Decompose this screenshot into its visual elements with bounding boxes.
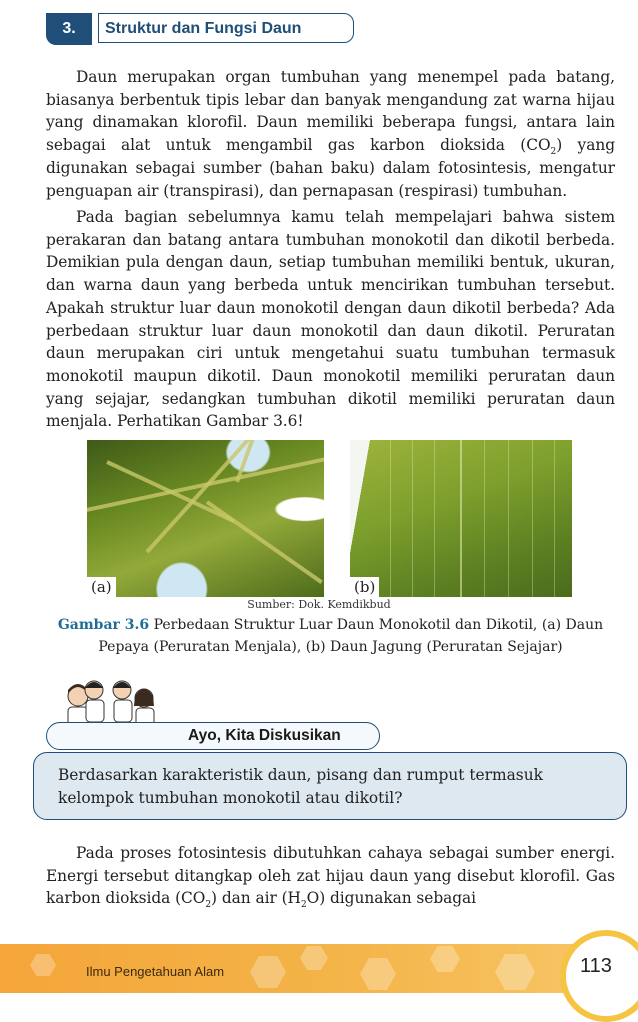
figure-label-a: (a) [87,577,116,597]
paragraph-1-text-a: Daun merupakan organ tumbuhan yang menempel pada batang, biasanya berbentuk tipis lebar dan banyak mengandung zat warna hijau yang dinamakan klorofil. Daun memiliki beberapa fungsi, antara lain sebagai alat untuk mengambil gas karbon dioksida (CO [46,68,615,155]
figure-source: Sumber: Dok. Kemdikbud [247,598,391,611]
subscript: 2 [550,147,557,158]
paragraph-2: Pada bagian sebelumnya kamu telah mempelajari bahwa sistem perakaran dan batang antara tumbuhan monokotil dan dikotil berbeda. Demikian pula dengan daun, setiap tumbuhan memiliki bentuk, ukuran, dan warna daun yang berbeda untuk mencirikan tumbuhan tersebut. Apakah struktur luar daun monokotil dengan daun dikotil berbeda? Ada perbedaan struktur luar daun monokotil dan daun dikotil. Peruratan daun merupakan ciri untuk mengetahui suatu tumbuhan termasuk monokotil maupun dikotil. Daun monokotil memiliki peruratan daun yang sejajar, sedangkan tumbuhan dikotil memiliki peruratan daun menjala. Perhatikan Gambar 3.6! [46,208,615,431]
discussion-title: Ayo, Kita Diskusikan [188,727,341,744]
footer-book-title: Ilmu Pengetahuan Alam [86,964,225,979]
subscript: 2 [205,900,212,911]
paragraph-3 [46,842,615,910]
section-heading [46,13,354,45]
section-number: 3. [46,13,92,45]
discussion-question: Berdasarkan karakteristik daun, pisang dan rumput termasuk kelompok tumbuhan monokotil atau dikotil? [58,766,543,807]
paragraph-1-text-b: ) yang digunakan sebagai sumber (bahan baku) dalam fotosintesis, mengatur penguapan air (transpirasi), dan pernapasan (respirasi) tumbuhan. [46,136,615,200]
figure-caption [46,614,615,658]
page-number: 113 [580,955,612,977]
subscript: 2 [300,900,307,911]
corn-leaf-photo [350,440,572,597]
paragraph-3-text-c: O) digunakan sebagai [306,889,477,908]
caption-text: Perbedaan Struktur Luar Daun Monokotil dan Dikotil, (a) Daun Pepaya (Peruratan Menjala), (b) Daun Jagung (Peruratan Sejajar) [98,617,604,655]
paragraph-1 [46,66,615,202]
section-title: Struktur dan Fungsi Daun [98,13,354,43]
paragraph-3-text-b: ) dan air (H [211,889,301,908]
caption-label: Gambar 3.6 [57,617,150,633]
paragraph-3-text-a: Pada proses fotosintesis dibutuhkan cahaya sebagai sumber energi. Energi tersebut ditangkap oleh zat hijau daun yang disebut klorofil. Gas karbon dioksida (CO [46,844,615,908]
figure-label-b: (b) [350,577,379,597]
papaya-leaf-photo [87,440,324,597]
